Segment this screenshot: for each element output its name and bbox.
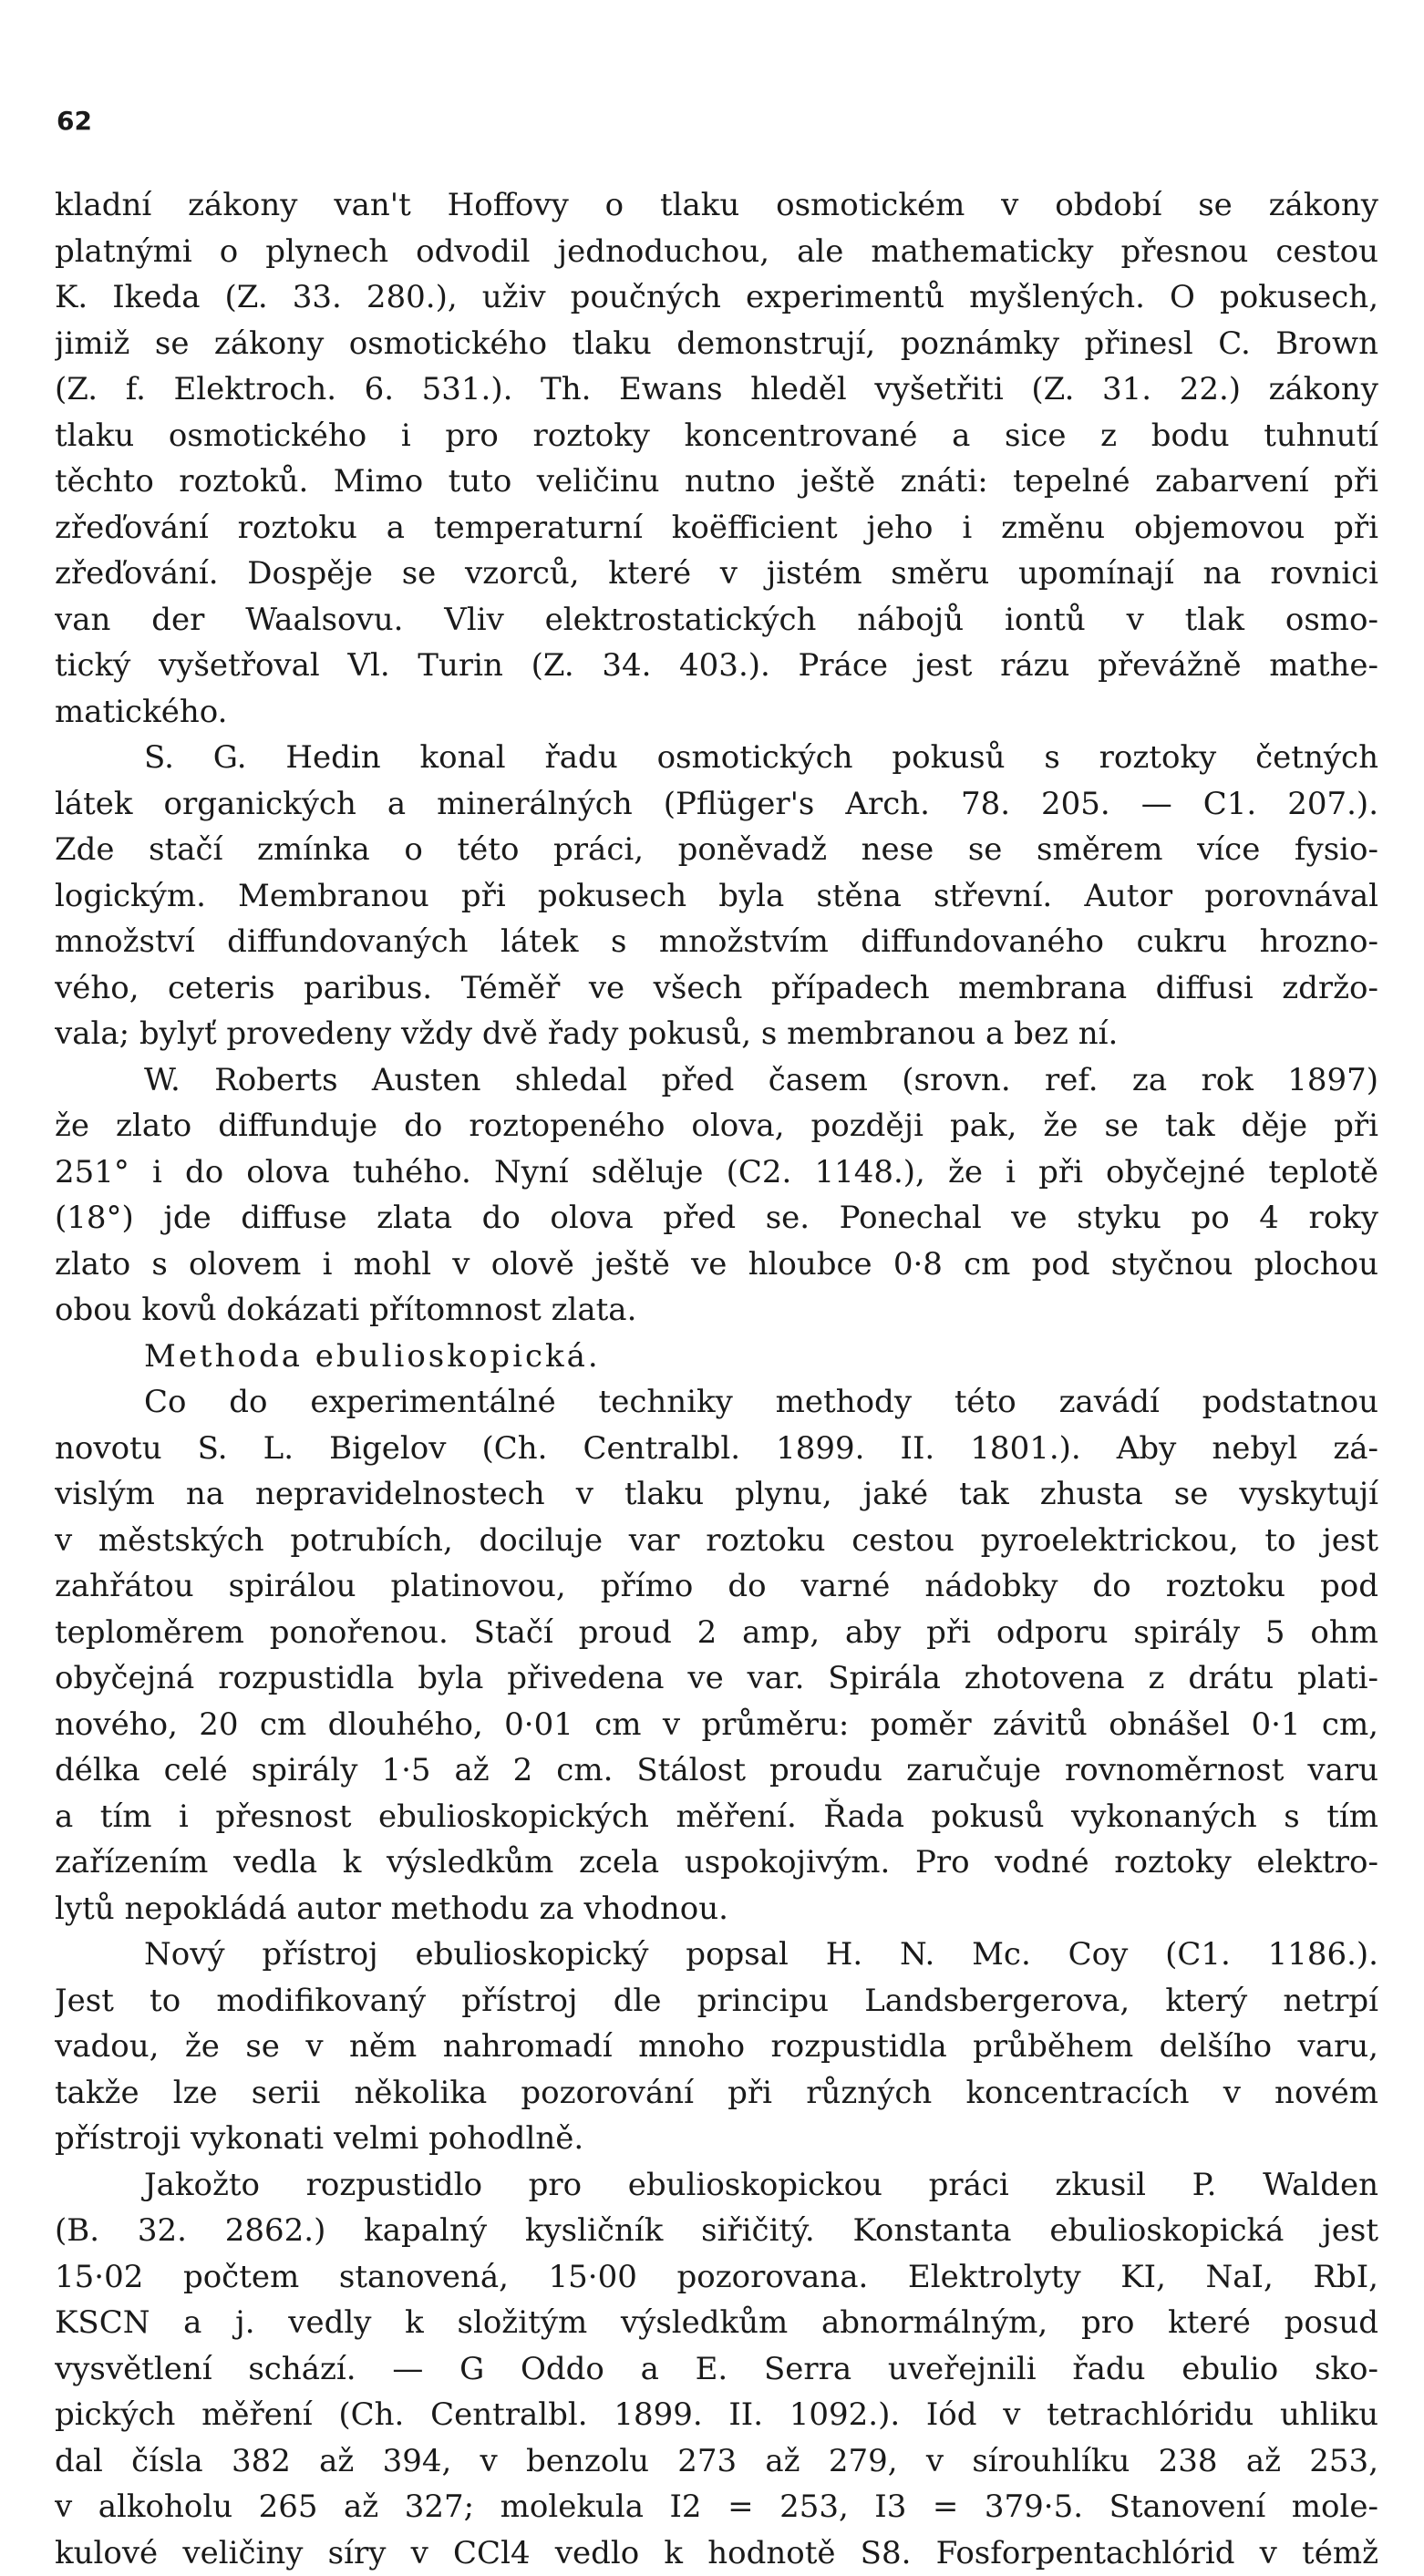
- text-line: Jakožto rozpustidlo pro ebulioskopickou práci zkusil P. Walden: [55, 2162, 1378, 2209]
- text-line: zahřátou spirálou platinovou, přímo do varné nádobky do roztoku pod: [55, 1563, 1378, 1610]
- text-line: vého, ceteris paribus. Téměř ve všech případech membrana diffusi zdržo-: [55, 965, 1378, 1012]
- text-line: takže lze serii několika pozorování při různých koncentracích v novém: [55, 2070, 1378, 2117]
- text-line: pických měření (Ch. Centralbl. 1899. II. 1092.). Iód v tetrachlóridu uhliku: [55, 2392, 1378, 2438]
- page-number: 62: [57, 106, 92, 136]
- text-line: vysvětlení schází. — G Oddo a E. Serra uveřejnili řadu ebulio sko-: [55, 2346, 1378, 2393]
- text-line: tlaku osmotického i pro roztoky koncentrované a sice z bodu tuhnutí: [55, 413, 1378, 459]
- text-line: dal čísla 382 až 394, v benzolu 273 až 279, v sírouhlíku 238 až 253,: [55, 2438, 1378, 2485]
- text-line: Nový přístroj ebulioskopický popsal H. N. Mc. Coy (C1. 1186.).: [55, 1932, 1378, 1978]
- text-line: v alkoholu 265 až 327; molekula I2 = 253, I3 = 379·5. Stanovení mole-: [55, 2484, 1378, 2530]
- text-line: že zlato diffunduje do roztopeného olova, později pak, že se tak děje při: [55, 1103, 1378, 1149]
- text-line: (B. 32. 2862.) kapalný kysličník siřičitý. Konstanta ebulioskopická jest: [55, 2208, 1378, 2254]
- text-line: Jest to modifikovaný přístroj dle principu Landsbergerova, který netrpí: [55, 1978, 1378, 2025]
- text-line: zlato s olovem i mohl v olově ještě ve hloubce 0·8 cm pod styčnou plochou: [55, 1242, 1378, 1288]
- text-line: vislým na nepravidelnostech v tlaku plynu, jaké tak zhusta se vyskytují: [55, 1471, 1378, 1518]
- text-line: kladní zákony van't Hoffovy o tlaku osmotickém v období se zákony: [55, 182, 1378, 229]
- text-line: zařízením vedla k výsledkům zcela uspokojivým. Pro vodné roztoky elektro-: [55, 1839, 1378, 1886]
- text-line: zřeďování. Dospěje se vzorců, které v jistém směru upomínají na rovnici: [55, 551, 1378, 597]
- text-line: vadou, že se v něm nahromadí mnoho rozpustidla průběhem delšího varu,: [55, 2024, 1378, 2070]
- text-line: látek organických a minerálných (Pflüger's Arch. 78. 205. — C1. 207.).: [55, 781, 1378, 828]
- text-line: (Z. f. Elektroch. 6. 531.). Th. Ewans hleděl vyšetřiti (Z. 31. 22.) zákony: [55, 366, 1378, 413]
- text-line: délka celé spirály 1·5 až 2 cm. Stálost proudu zaručuje rovnoměrnost varu: [55, 1747, 1378, 1794]
- text-line: matického.: [55, 689, 1378, 736]
- text-line: těchto roztoků. Mimo tuto veličinu nutno ještě znáti: tepelné zabarvení při: [55, 459, 1378, 505]
- text-line: 15·02 počtem stanovená, 15·00 pozorovana. Elektrolyty KI, NaI, RbI,: [55, 2254, 1378, 2301]
- section-heading: Methoda ebulioskopická.: [55, 1334, 1378, 1380]
- text-line: (18°) jde diffuse zlata do olova před se. Ponechal ve styku po 4 roky: [55, 1195, 1378, 1242]
- text-line: v městských potrubích, dociluje var roztoku cestou pyroelektrickou, to jest: [55, 1518, 1378, 1564]
- text-line: obyčejná rozpustidla byla přivedena ve var. Spirála zhotovena z drátu plati-: [55, 1655, 1378, 1702]
- text-line: nového, 20 cm dlouhého, 0·01 cm v průměru: poměr závitů obnášel 0·1 cm,: [55, 1702, 1378, 1748]
- text-line: Co do experimentálné techniky methody této zavádí podstatnou: [55, 1379, 1378, 1426]
- text-line: logickým. Membranou při pokusech byla stěna střevní. Autor porovnával: [55, 873, 1378, 920]
- text-line: K. Ikeda (Z. 33. 280.), uživ poučných experimentů myšlených. O pokusech,: [55, 274, 1378, 321]
- text-line: novotu S. L. Bigelov (Ch. Centralbl. 1899. II. 1801.). Aby nebyl zá-: [55, 1426, 1378, 1472]
- text-line: lytů nepokládá autor methodu za vhodnou.: [55, 1886, 1378, 1932]
- text-line: množství diffundovaných látek s množstvím diffundovaného cukru hrozno-: [55, 919, 1378, 965]
- text-line: W. Roberts Austen shledal před časem (srovn. ref. za rok 1897): [55, 1057, 1378, 1104]
- text-line: tický vyšetřoval Vl. Turin (Z. 34. 403.). Práce jest rázu převážně mathe-: [55, 643, 1378, 689]
- text-line: a tím i přesnost ebulioskopických měření. Řada pokusů vykonaných s tím: [55, 1794, 1378, 1840]
- text-line: obou kovů dokázati přítomnost zlata.: [55, 1287, 1378, 1334]
- text-line: KSCN a j. vedly k složitým výsledkům abnormálným, pro které posud: [55, 2300, 1378, 2346]
- text-line: zřeďování roztoku a temperaturní koëfficient jeho i změnu objemovou při: [55, 505, 1378, 551]
- text-line: van der Waalsovu. Vliv elektrostatických nábojů iontů v tlak osmo-: [55, 597, 1378, 644]
- text-line: kulové veličiny síry v CCl4 vedlo k hodnotě S8. Fosforpentachlórid v témž: [55, 2530, 1378, 2576]
- page-body: [55, 182, 1378, 2576]
- text-line: platnými o plynech odvodil jednoduchou, ale mathematicky přesnou cestou: [55, 229, 1378, 275]
- text-line: vala; bylyť provedeny vždy dvě řady pokusů, s membranou a bez ní.: [55, 1011, 1378, 1057]
- text-line: přístroji vykonati velmi pohodlně.: [55, 2116, 1378, 2162]
- text-line: S. G. Hedin konal řadu osmotických pokusů s roztoky četných: [55, 735, 1378, 781]
- text-line: teploměrem ponořenou. Stačí proud 2 amp, aby při odporu spirály 5 ohm: [55, 1610, 1378, 1656]
- text-line: Zde stačí zmínka o této práci, poněvadž nese se směrem více fysio-: [55, 827, 1378, 873]
- text-line: 251° i do olova tuhého. Nyní sděluje (C2. 1148.), že i při obyčejné teplotě: [55, 1149, 1378, 1196]
- text-line: jimiž se zákony osmotického tlaku demonstrují, poznámky přinesl C. Brown: [55, 321, 1378, 367]
